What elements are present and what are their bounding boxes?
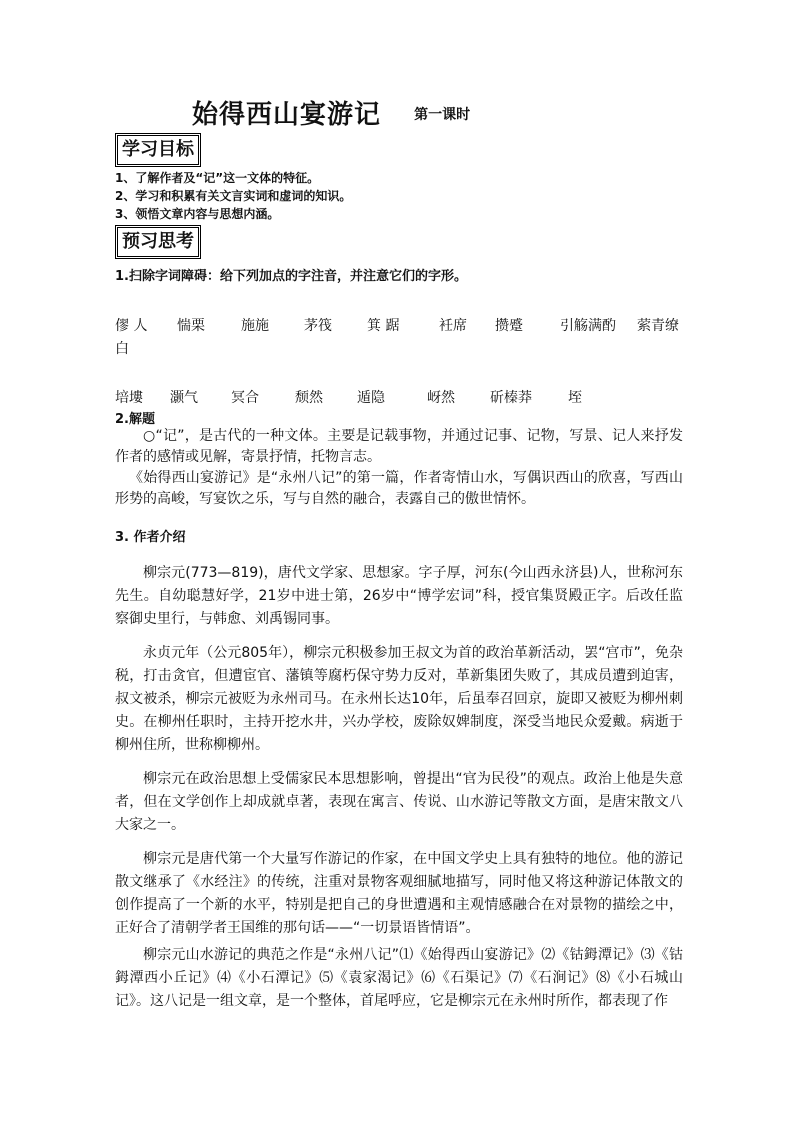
objectives-heading: 学习目标	[117, 135, 199, 165]
vocab-word: 冥合	[231, 390, 259, 406]
vocab-word: 引觞满酌	[560, 318, 616, 334]
vocab-word: 茅筏	[304, 318, 332, 334]
title-row	[192, 94, 470, 131]
section-2-paragraph: 《始得西山宴游记》是“永州八记”的第一篇，作者寄情山水，写偶识西山的欣喜，写西山形势的高峻，写宴饮之乐，写与自然的融合，表露自己的傲世情怀。	[115, 470, 683, 507]
vocab-word: 攒蹙	[495, 318, 523, 334]
vocab-word: 萦青缭	[637, 318, 679, 334]
page-title: 始得西山宴游记	[192, 100, 382, 130]
objectives-heading-box	[115, 133, 201, 167]
vocab-word: 斫榛莽	[490, 390, 532, 406]
lesson-label: 第一课时	[414, 107, 471, 123]
section-3-heading: 3. 作者介绍	[115, 530, 186, 545]
vocab-word: 岈然	[427, 390, 455, 406]
preview-heading-box	[115, 225, 201, 259]
vocab-word: 遁隐	[357, 390, 385, 406]
preview-question: 1.扫除字词障碍：给下列加点的字注音，并注意它们的字形。	[115, 269, 467, 284]
vocab-word: 衽席	[439, 318, 467, 334]
objectives-item: 3、领悟文章内容与思想内涵。	[115, 207, 280, 221]
vocab-row-1-wrap: 白	[115, 341, 129, 357]
bio-paragraph: 柳宗元是唐代第一个大量写作游记的作家，在中国文学史上具有独特的地位。他的游记散文继承了《水经注》的传统，注重对景物客观细腻地描写，同时他又将这种游记体散文的创作提高了一个新的水平，特别是把自己的身世遭遇和主观情感融合在对景物的描绘之中，正好合了清朝学者王国维的那句话——“一切景语皆情语”。	[115, 851, 683, 936]
vocab-word: 颓然	[295, 390, 323, 406]
preview-heading: 预习思考	[117, 227, 199, 257]
section-2-heading: 2.解题	[115, 412, 155, 427]
vocab-word: 灏气	[170, 390, 198, 406]
vocab-word: 施施	[241, 318, 269, 334]
section-2-paragraph: ○“记”，是古代的一种文体。主要是记载事物，并通过记事、记物，写景、记人来抒发作者的感情或见解，寄景抒情，托物言志。	[115, 428, 683, 465]
bio-paragraph: 柳宗元在政治思想上受儒家民本思想影响，曾提出“官为民役”的观点。政治上他是失意者，但在文学创作上却成就卓著，表现在寓言、传说、山水游记等散文方面，是唐宋散文八大家之一。	[115, 771, 683, 833]
vocab-word: 培塿	[115, 390, 143, 406]
objectives-item: 1、了解作者及“记”这一文体的特征。	[115, 171, 320, 185]
bio-paragraph: 永贞元年（公元805年），柳宗元积极参加王叔文为首的政治革新活动，罢“宫市”，免杂税，打击贪官，但遭宦官、藩镇等腐朽保守势力反对，革新集团失败了，其成员遭到迫害，叔文被杀，柳宗元被贬为永州司马。在永州长达10年，后虽奉召回京，旋即又被贬为柳州刺史。在柳州任职时，主持开挖水井，兴办学校，废除奴婢制度，深受当地民众爱戴。病逝于柳州住所，世称柳柳州。	[115, 645, 683, 753]
vocab-word: 垤	[568, 390, 582, 406]
vocab-word: 惴栗	[177, 318, 205, 334]
objectives-item: 2、学习和积累有关文言实词和虚词的知识。	[115, 189, 352, 203]
bio-paragraph: 柳宗元(773—819)，唐代文学家、思想家。字子厚，河东(今山西永济县)人，世称河东先生。自幼聪慧好学，21岁中进士第，26岁中“博学宏词”科，授官集贤殿正字。后改任监察御史里行，与韩愈、刘禹锡同事。	[115, 565, 683, 627]
vocab-word: 箕 踞	[367, 318, 400, 334]
bio-paragraph: 柳宗元山水游记的典范之作是“永州八记”⑴《始得西山宴游记》⑵《钴鉧潭记》⑶《钴鉧潭西小丘记》⑷《小石潭记》⑸《袁家渴记》⑹《石渠记》⑺《石涧记》⑻《小石城山记》。这八记是一组文章，是一个整体，首尾呼应，它是柳宗元在永州时所作，都表现了作	[115, 947, 683, 1009]
vocab-word: 僇 人	[115, 318, 148, 334]
